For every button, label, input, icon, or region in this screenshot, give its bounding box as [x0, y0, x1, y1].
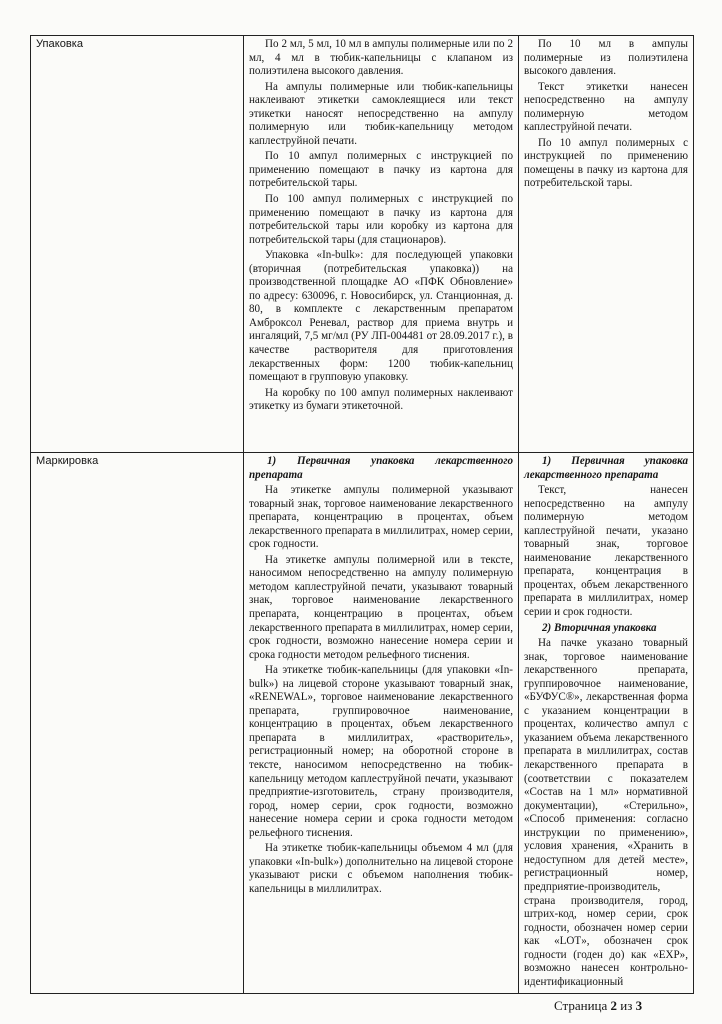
paragraph: Текст, нанесен непосредственно на ампулу полимерную методом каплеструйной печати, указано товарный знак, торговое наименование лекарственного препарата, концентрация в процентах, объем лекарственного препарата в миллилитрах, номер серии и срок годности.: [524, 484, 688, 619]
section-heading: 1) Первичная упаковка лекарственного препарата: [249, 455, 513, 481]
paragraph: На этикетке тюбик-капельницы (для упаковки «In-bulk») на лицевой стороне указывают товарный знак, «RENEWAL», торговое наименование лекарственного препарата, группировочное наименование, концентрацию в процентах, объем лекарственного препарата в миллилитрах, «растворитель», регистрационный номер; на оборотной стороне в тексте, наносимом непосредственно на тюбик-капельницу методом каплеструйной печати, указывают предприятие-изготовитель, страну производителя, город, номер серии, срок годности, возможно нанесение номера серии и срока годности методом рельефного тиснения.: [249, 664, 513, 839]
marking-description-alt: [519, 453, 694, 994]
of-word: из: [620, 998, 633, 1013]
row-label-packaging: Упаковка: [31, 36, 244, 453]
paragraph: По 2 мл, 5 мл, 10 мл в ампулы полимерные или по 2 мл, 4 мл в тюбик-капельницы с клапаном из полиэтилена высокого давления.: [249, 38, 513, 78]
page-current: 2: [610, 998, 618, 1013]
paragraph: На этикетке тюбик-капельницы объемом 4 мл (для упаковки «In-bulk») дополнительно на лицевой стороне указывают риски с объемом наполнения тюбик-капельницы в миллилитрах.: [249, 842, 513, 895]
row-label-marking: Маркировка: [31, 453, 244, 994]
page-word: Страница: [554, 998, 608, 1013]
paragraph: Упаковка «In-bulk»: для последующей упаковки (вторичная (потребительская упаковка)) на производственной площадке АО «ПФК Обновление» по адресу: 630096, г. Новосибирск, ул. Станционная, д. 80, в комплекте с лекарственным препаратом Амброксол Реневал, раствор для приема внутрь и ингаляций, 7,5 мг/мл (РУ ЛП-004481 от 28.09.2017 г.), в качестве растворителя для приготовления лекарственных форм: 1200 тюбик-капельниц помещают в групповую упаковку.: [249, 249, 513, 384]
paragraph: По 10 ампул полимерных с инструкцией по применению помещены в пачку из картона для потребительской тары.: [524, 136, 688, 190]
table-row-packaging: [31, 36, 694, 453]
paragraph: По 10 ампул полимерных с инструкцией по применению помещают в пачку из картона для потребительской тары.: [249, 150, 513, 190]
packaging-description-alt: [519, 36, 694, 453]
paragraph: На этикетке ампулы полимерной или в тексте, наносимом непосредственно на ампулу полимерную методом каплеструйной печати, указывают товарный знак, торговое наименование лекарственного препарата, концентрацию в процентах, объем лекарственного препарата в миллилитрах, номер серии, срок годности, возможно нанесение номера серии и срока годности методом рельефного тиснения.: [249, 553, 513, 661]
spec-table: [30, 35, 694, 994]
page-number: [554, 998, 642, 1014]
page-total: 3: [635, 998, 643, 1013]
paragraph: На коробку по 100 ампул полимерных наклеивают этикетку из бумаги этикеточной.: [249, 386, 513, 413]
paragraph: На ампулы полимерные или тюбик-капельницы наклеивают этикетки самоклеящиеся или текст этикетки наносят непосредственно на ампулу полимерную или тюбик-капельницу методом каплеструйной печати.: [249, 80, 513, 147]
section-heading: 1) Первичная упаковка лекарственного препарата: [524, 455, 688, 481]
paragraph: По 100 ампул полимерных с инструкцией по применению помещают в пачку из картона для потребительской тары или коробку из картона для потребительской тары (для стационаров).: [249, 193, 513, 246]
packaging-description: [244, 36, 519, 453]
paragraph: Текст этикетки нанесен непосредственно на ампулу полимерную методом каплеструйной печати.: [524, 80, 688, 134]
paragraph: На пачке указано товарный знак, торговое наименование лекарственного препарата, группировочное наименование, «БУФУС®», лекарственная форма с указанием концентрации в процентах, количество ампул с указанием объема лекарственного препарата в миллилитрах, состав лекарственного препарата в (соответствии с показателем «Состав на 1 мл» нормативной документации), «Стерильно», «Способ применения: согласно инструкции по применению», условия хранения, «Хранить в недоступном для детей месте», регистрационный номер, предприятие-производитель, страна производителя, город, штрих-код, номер серии, срок годности, обозначен номер серии как «LOT», обозначен срок годности (годен до) как «EXP», возможно нанесен контрольно-идентификационный: [524, 637, 688, 988]
marking-description: [244, 453, 519, 994]
paragraph: По 10 мл в ампулы полимерные из полиэтилена высокого давления.: [524, 38, 688, 78]
table-row-marking: [31, 453, 694, 994]
paragraph: На этикетке ампулы полимерной указывают товарный знак, торговое наименование лекарственного препарата, концентрацию в процентах, объем лекарственного препарата в миллилитрах, номер серии, срок годности.: [249, 484, 513, 551]
section-heading: 2) Вторичная упаковка: [542, 621, 657, 634]
